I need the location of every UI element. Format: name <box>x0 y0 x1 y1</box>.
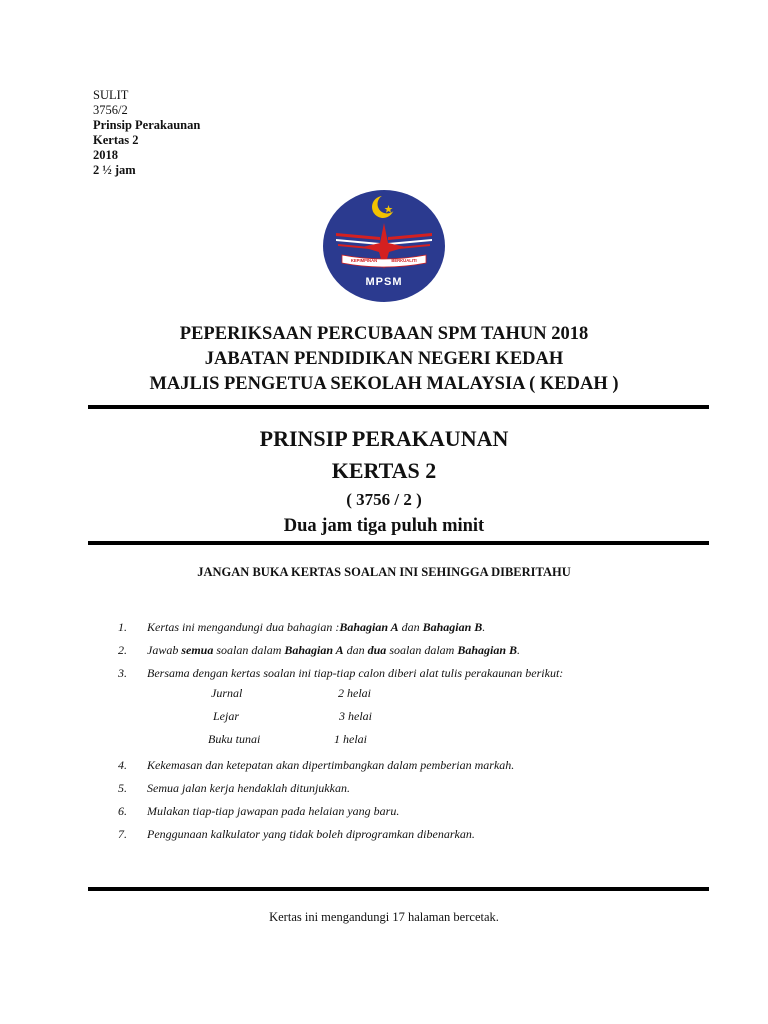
exam-title-block <box>0 322 768 397</box>
instruction-text: Penggunaan kalkulator yang tidak boleh diprogramkan dibenarkan. <box>147 827 475 841</box>
paper-label: Kertas 2 <box>93 133 139 147</box>
instruction-item <box>118 803 678 826</box>
instructions-list <box>118 619 678 849</box>
instruction-text: Kertas ini mengandungi dua bahagian :Bahagian A dan Bahagian B. <box>147 620 486 634</box>
instruction-number: 7. <box>118 827 127 841</box>
instruction-number: 5. <box>118 781 127 795</box>
instruction-text: Kekemasan dan ketepatan akan dipertimbangkan dalam pemberian markah. <box>147 758 515 772</box>
warning-text: JANGAN BUKA KERTAS SOALAN INI SEHINGGA DIBERITAHU <box>197 565 571 579</box>
instruction-number: 1. <box>118 620 127 634</box>
instruction-item <box>118 619 678 642</box>
instruction-item <box>118 826 678 849</box>
paper-code: 3756/2 <box>93 103 128 117</box>
paper-header <box>93 88 200 178</box>
instruction-number: 6. <box>118 804 127 818</box>
subject-name: PRINSIP PERAKAUNAN <box>259 426 509 451</box>
page-count-note: Kertas ini mengandungi 17 halaman bercetak. <box>269 910 499 924</box>
classification-label: SULIT <box>93 88 129 102</box>
stationery-name: Jurnal <box>211 686 243 700</box>
instruction-item <box>118 665 678 688</box>
instruction-text: Mulakan tiap-tiap jawapan pada helaian yang baru. <box>147 804 400 818</box>
instruction-text: Jawab semua soalan dalam Bahagian A dan dua soalan dalam Bahagian B. <box>147 643 521 657</box>
instruction-number: 2. <box>118 643 127 657</box>
stationery-qty: 3 helai <box>339 709 372 723</box>
logo-acronym: MPSM <box>365 276 403 288</box>
logo-banner-right: BERKUALITI <box>391 258 417 263</box>
instruction-item <box>118 757 678 780</box>
top-divider <box>88 405 709 409</box>
instruction-text: Bersama dengan kertas soalan ini tiap-tiap calon diberi alat tulis perakaunan berikut: <box>147 666 564 680</box>
council-title: MAJLIS PENGETUA SEKOLAH MALAYSIA ( KEDAH ) <box>149 374 619 394</box>
stationery-qty: 1 helai <box>334 732 367 746</box>
stationery-qty: 2 helai <box>338 686 371 700</box>
exam-title: PEPERIKSAAN PERCUBAAN SPM TAHUN 2018 <box>179 324 589 344</box>
mpsm-logo <box>322 189 446 303</box>
instruction-item <box>118 780 678 803</box>
instruction-number: 4. <box>118 758 127 772</box>
bottom-divider <box>88 887 709 891</box>
time-label: 2 ½ jam <box>93 163 136 177</box>
subject-code: ( 3756 / 2 ) <box>346 490 422 509</box>
instruction-item <box>118 642 678 665</box>
stationery-list <box>118 688 678 757</box>
middle-divider <box>88 541 709 545</box>
stationery-name: Lejar <box>213 709 240 723</box>
year-label: 2018 <box>93 148 118 162</box>
stationery-name: Buku tunai <box>208 732 261 746</box>
department-title: JABATAN PENDIDIKAN NEGERI KEDAH <box>204 349 564 369</box>
duration-text: Dua jam tiga puluh minit <box>283 516 485 536</box>
instruction-text: Semua jalan kerja hendaklah ditunjukkan. <box>147 781 350 795</box>
paper-number: KERTAS 2 <box>331 458 437 483</box>
logo-banner-left: KEPIMPINAN <box>350 258 378 263</box>
subject-label: Prinsip Perakaunan <box>93 118 201 132</box>
instruction-number: 3. <box>118 666 127 680</box>
